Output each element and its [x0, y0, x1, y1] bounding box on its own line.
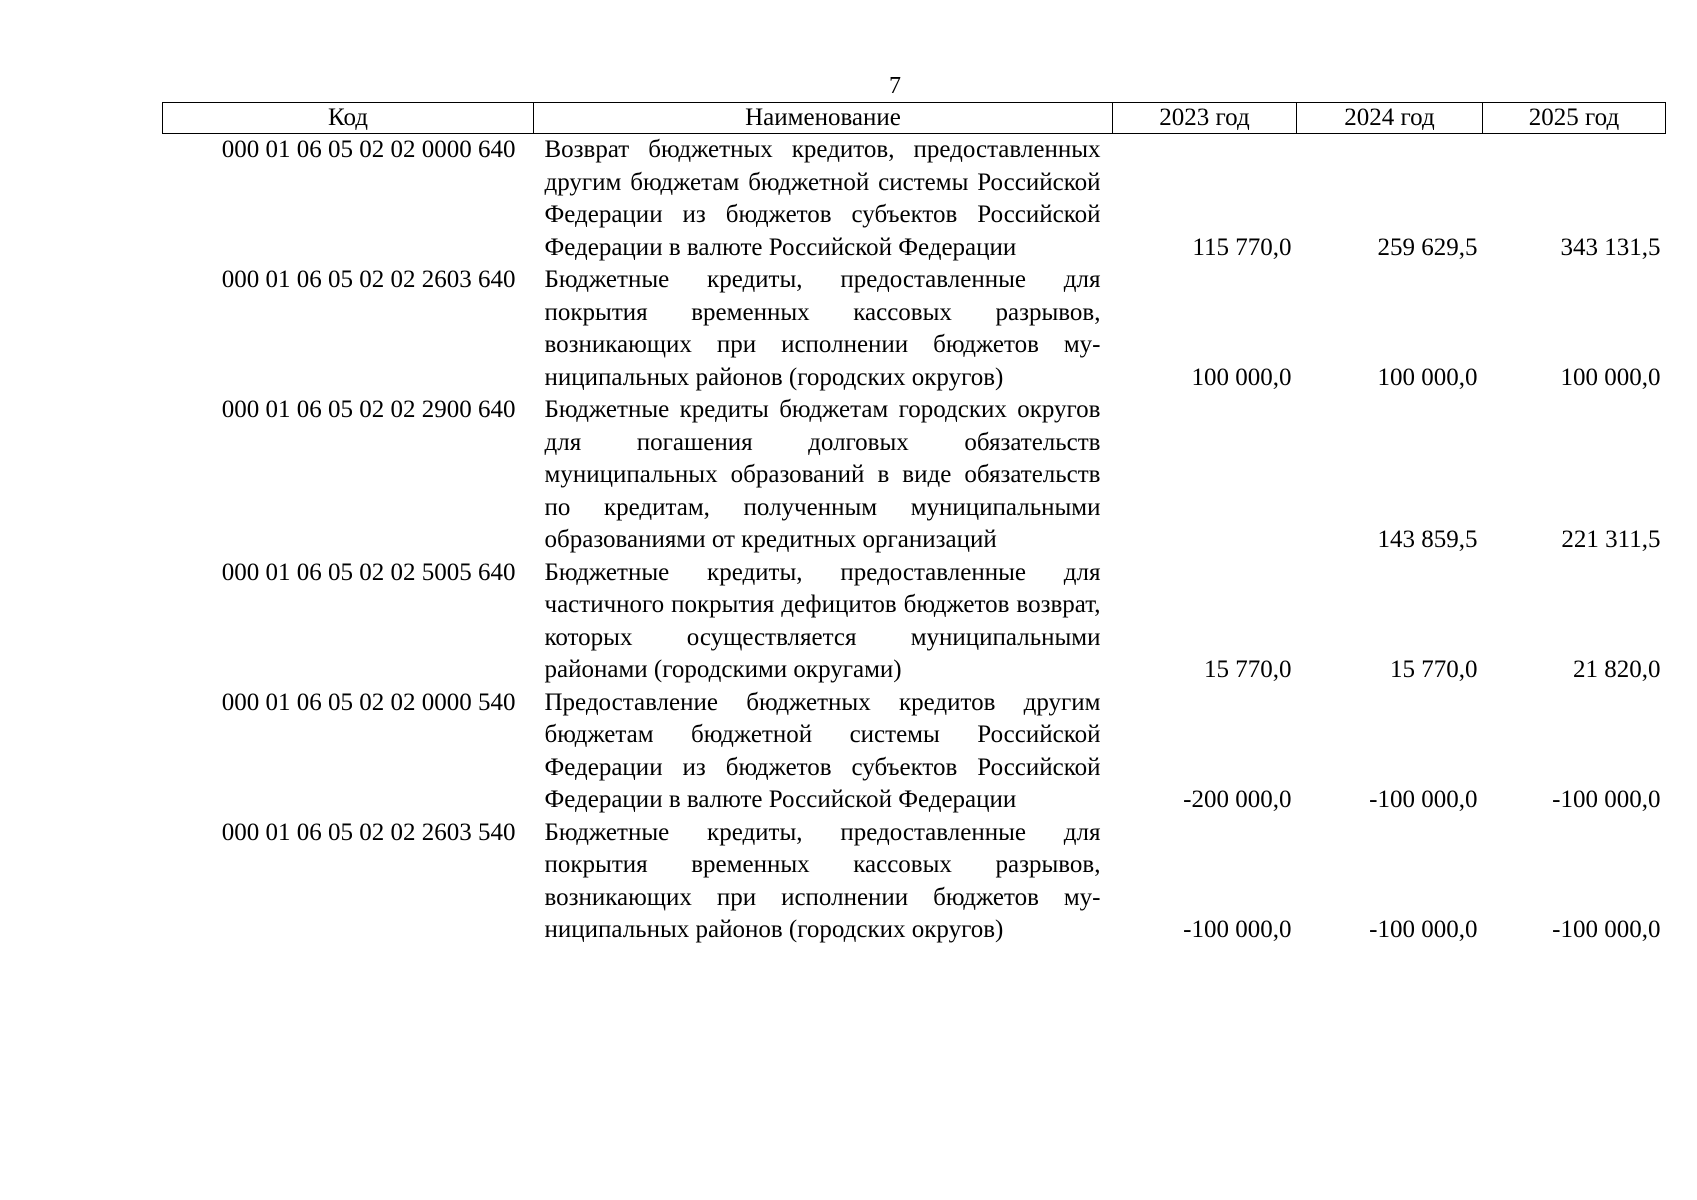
- row-value-2023: -200 000,0: [1183, 786, 1292, 813]
- row-value-2025: 21 820,0: [1573, 656, 1661, 683]
- row-value-2024: -100 000,0: [1369, 916, 1478, 943]
- header-2023: 2023 год: [1113, 103, 1297, 134]
- row-code: 000 01 06 05 02 02 0000 540: [221, 688, 516, 716]
- table-row: [163, 394, 1666, 557]
- row-code: 000 01 06 05 02 02 2603 540: [221, 818, 516, 846]
- row-value-2024: 15 770,0: [1390, 656, 1478, 683]
- header-2025: 2025 год: [1483, 103, 1666, 134]
- row-value-2023: [1113, 394, 1297, 557]
- row-name: Предоставление бюджетных кредитов другим бюджетам бюджетной системы Российской Федерации из бюджетов субъектов Российской Федерации в валюте Российской Федерации: [544, 688, 1101, 813]
- row-code: 000 01 06 05 02 02 0000 640: [221, 136, 516, 163]
- row-value-2025: -100 000,0: [1552, 916, 1661, 943]
- header-name: Наименование: [534, 103, 1113, 134]
- row-name: Бюджетные кредиты бюджетам городских округов для погашения долговых обязательств муниципальных образований в виде обязательств по кредитам, полученным муниципальными образованиями от кредитных организаций: [544, 396, 1101, 553]
- header-code: Код: [163, 103, 534, 134]
- row-value-2024: 143 859,5: [1377, 526, 1478, 553]
- row-value-2023: 100 000,0: [1191, 363, 1292, 391]
- row-value-2023: -100 000,0: [1183, 916, 1292, 943]
- row-value-2025: 221 311,5: [1561, 526, 1661, 553]
- row-value-2024: 100 000,0: [1377, 363, 1478, 391]
- budget-table: [162, 102, 1666, 947]
- row-code: 000 01 06 05 02 02 2900 640: [221, 396, 516, 423]
- table-row: [163, 264, 1666, 394]
- row-value-2024: 259 629,5: [1377, 233, 1478, 261]
- row-code: 000 01 06 05 02 02 5005 640: [221, 558, 516, 586]
- row-value-2023: 115 770,0: [1192, 233, 1292, 261]
- row-name: Бюджетные кредиты, предоставленные для покрытия временных кассовых разрывов, возникающих при исполнении бюджетов муниципальных районов (городских округов): [544, 818, 1101, 943]
- header-2024: 2024 год: [1297, 103, 1483, 134]
- table-row: [163, 134, 1666, 265]
- page-number: 7: [889, 73, 901, 99]
- table-body: [163, 134, 1666, 947]
- header-row: [163, 103, 1666, 134]
- table-header: [163, 103, 1666, 134]
- row-value-2025: 100 000,0: [1560, 363, 1661, 391]
- row-name: Возврат бюджетных кредитов, предоставленных другим бюджетам бюджетной системы Российской Федерации из бюджетов субъектов Российской Федерации в валюте Российской Федерации: [544, 136, 1101, 261]
- row-code: 000 01 06 05 02 02 2603 640: [221, 266, 516, 293]
- table-row: [163, 817, 1666, 947]
- table-row: [163, 687, 1666, 817]
- row-value-2024: -100 000,0: [1369, 786, 1478, 813]
- budget-table-container: [162, 102, 1665, 947]
- table-row: [163, 557, 1666, 687]
- row-value-2023: 15 770,0: [1204, 656, 1292, 683]
- row-value-2025: -100 000,0: [1552, 786, 1661, 813]
- row-name: Бюджетные кредиты, предоставленные для покрытия временных кассовых разрывов, возникающих при исполнении бюджетов муниципальных районов (городских округов): [544, 266, 1101, 391]
- row-name: Бюджетные кредиты, предоставленные для частичного покрытия дефицитов бюджетов возврат, которых осуществляется муниципальными районами (городскими округами): [544, 558, 1101, 683]
- row-value-2025: 343 131,5: [1560, 233, 1661, 261]
